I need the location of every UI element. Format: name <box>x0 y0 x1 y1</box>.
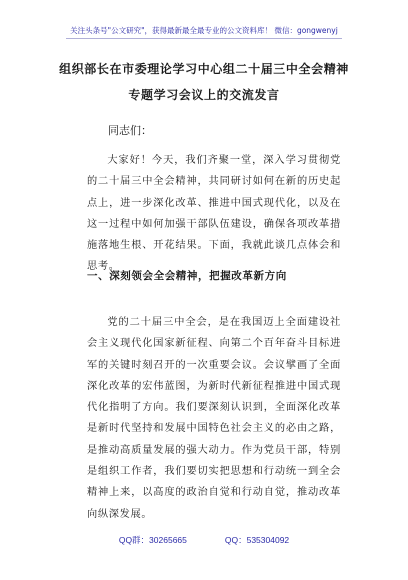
qq-group-text: QQ群：30265665 <box>118 535 187 545</box>
section-heading: 一、深刻领会全会精神，把握改革新方向 <box>87 270 287 282</box>
footer-contact <box>0 534 408 546</box>
document-title: 组织部长在市委理论学习中心组二十届三中全会精神专题学习会议上的交流发言 <box>59 62 349 102</box>
intro-paragraph: 大家好！今天，我们齐聚一堂，深入学习贯彻党的二十届三中全会精神，共同研讨如何在新的历史起点上，进一步深化改革、推进中国式现代化，以及在这一过程中如何加强干部队伍建设，确保各项改革措施落地生根、开花结果。下面，我就此谈几点体会和思考。 <box>87 155 341 273</box>
greeting: 同志们： <box>108 124 152 137</box>
qq-number-text: QQ：535304092 <box>224 535 290 545</box>
banner-text: 关注头条号"公文研究"，获得最新最全最专业的公文资料库！ 微信：gongwenyj <box>66 26 342 39</box>
header-banner <box>0 18 408 37</box>
body-paragraph: 党的二十届三中全会，是在我国迈上全面建设社会主义现代化国家新征程、向第二个百年奋斗目标进军的关键时刻召开的一次重要会议。会议擘画了全面深化改革的宏伟蓝图，为新时代新征程推进中国式现代化指明了方向。我们要深刻认识到，全面深化改革是新时代坚持和发展中国特色社会主义的必由之路，是推动高质量发展的强大动力。作为党员干部，特别是组织工作者，我们要切实把思想和行动统一到全会精神上来，以高度的政治自觉和行动自觉，推动改革向纵深发展。 <box>87 317 341 520</box>
